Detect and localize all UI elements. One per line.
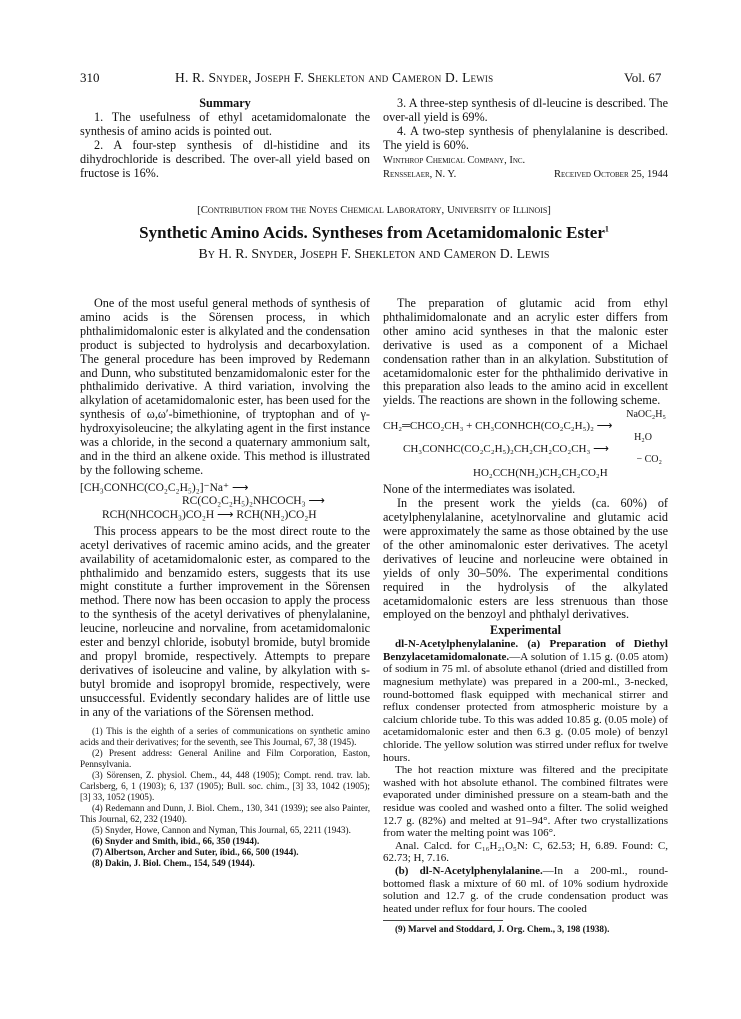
affiliation-location: Rensselaer, N. Y.	[383, 168, 457, 180]
equation-line-1	[383, 419, 612, 433]
received-date: Received October 25, 1944	[553, 168, 668, 180]
arrow-icon: ⟶	[593, 443, 609, 456]
summary-left	[80, 97, 370, 180]
summary-item-1: 1. The usefulness of ethyl acetamidomalonate the synthesis of amino acids is pointed out.	[80, 109, 370, 138]
footnote-9	[383, 924, 668, 935]
footnote-8: (8) Dakin, J. Biol. Chem., 154, 549 (1944).	[92, 858, 255, 869]
footnote-3: (3) Sörensen, Z. physiol. Chem., 44, 448 (1905); Compt. rend. trav. lab. Carlsberg, 6, 1 (1903); 6, 137 (1905); Bull. soc. chim., [3] 33, 1042 (1905); [3] 33, 1052 (1905).	[80, 770, 370, 803]
footnote-5: (5) Snyder, Howe, Cannon and Nyman, This Journal, 65, 2211 (1943).	[92, 825, 351, 836]
experimental-3-title: (b) dl-N-Acetylphenylalanine.	[395, 864, 543, 877]
right-paragraph-3: In the present work the yields (ca. 60%) of acetylphenylalanine, acetylnorvaline and glutamic acid were approximately the same as those obtained by the use of the other aminomalonic ester derivatives. The acetyl derivatives of leucine and norleucine were obtained in yields of only 30–50%. The experimental conditions required in the hydrolysis of the alkylated acetamidomalonic esters are less strenuous than those employed on the benzoyl and phthalyl derivatives.	[383, 496, 668, 622]
alkylation-scheme	[80, 481, 370, 525]
reagent-2: H₂O	[634, 432, 652, 444]
affiliation: Winthrop Chemical Company, Inc.	[383, 154, 526, 166]
arrow-icon: ⟶	[596, 420, 613, 433]
footnote-1: (1) This is the eighth of a series of communications on synthetic amino acids and their derivatives; for the seventh, see This Journal, 67, 38 (1945).	[80, 726, 370, 748]
experimental-text	[383, 638, 668, 915]
summary-heading: Summary	[199, 96, 251, 110]
footnote-rule	[383, 920, 503, 921]
footnote-2: (2) Present address: General Aniline and Film Corporation, Easton, Pennsylvania.	[80, 748, 370, 770]
scheme-line-3: RCH(NHCOCH₃)CO₂H ⟶ RCH(NH₂)CO₂H	[102, 508, 317, 521]
left-column	[80, 297, 370, 869]
summary-item-3: 3. A three-step synthesis of dl-leucine is described. The over-all yield is 69%.	[383, 96, 668, 124]
experimental-paragraph-3	[383, 865, 668, 915]
equation-line-2	[403, 442, 609, 456]
experimental-paragraph-2: The hot reaction mixture was filtered and the precipitate washed with hot absolute ethanol. The combined filtrates were evaporated under diminished pressure on a steam-bath and the residue was cooled and washed onto a filter. The solid weighed 12.7 g. (82%) and melted at 91–94°. After two crystallizations from water the melting point was 106°.	[383, 764, 668, 840]
summary-right	[383, 97, 668, 181]
summary-item-4: 4. A two-step synthesis of phenylalanine is described. The yield is 60%.	[383, 123, 668, 152]
contribution-line: [Contribution from the Noyes Chemical Laboratory, University of Illinois]	[197, 204, 551, 216]
summary-item-2: 2. A four-step synthesis of dl-histidine and its dihydrochloride is described. The over-all yield based on fructose is 16%.	[80, 137, 370, 180]
equation-line-1-text: CH₂═CHCO₂CH₃ + CH₃CONHCH(CO₂C₂H₅)₂	[383, 420, 594, 433]
page-number: 310	[80, 70, 100, 85]
footnotes-left	[80, 726, 370, 869]
left-paragraph-2: This process appears to be the most direct route to the acetyl derivatives of racemic amino acids, and the greater availability of acetamidomalonic ester, as compared to the phthalimido and benzamido esters, suggests that its use might constitute a further improvement in the Sörensen method. There now has been occasion to apply the process to the synthesis of the acetyl derivatives of phenylalanine, leucine, norleucine and norvaline, from acetamidomalonic ester and benzyl chloride, isobutyl bromide, butyl bromide and propyl bromide, respectively. Attempts to prepare derivatives of isoleucine and valine, by alkylation with s-butyl bromide and isopropyl bromide, respectively, were unsuccessful. Evidently secondary halides are of little use in any of the variations of the Sörensen method.	[80, 523, 370, 719]
volume-label: Vol. 67	[624, 70, 662, 85]
byline: By H. R. Snyder, Joseph F. Shekleton and Cameron D. Lewis	[198, 246, 550, 261]
experimental-paragraph-1	[383, 638, 668, 764]
reagent-1: NaOC₂H₅	[626, 409, 666, 421]
footnote-7: (7) Albertson, Archer and Suter, ibid., 66, 500 (1944).	[92, 847, 299, 858]
right-paragraph-2: None of the intermediates was isolated.	[383, 482, 576, 497]
scheme-line-2: RC(CO₂C₂H₅)₂NHCOCH₃ ⟶	[182, 494, 325, 507]
right-paragraph-1: The preparation of glutamic acid from ethyl phthalimidomalonate and an acrylic ester differs from other amino acid syntheses in that the malonic ester derivative is used as a component of a Michael condensation rather than in an alkylation. Substitution of acetamidomalonic ester for the phthalimido derivative in this preparation also leads to the amino acid in excellent yields. The reactions are shown in the following scheme.	[383, 296, 668, 408]
left-paragraph-1: One of the most useful general methods of synthesis of amino acids is the Sörensen process, in which phthalimidomalonic ester is alkylated and the condensation product is subjected to hydrolysis and decarboxylation. The general procedure has been improved by Redemann and Dunn, who substituted benzamidomalonic ester for the phthalimido derivative. A third variation, involving the alkylation of acetamidomalonic ester, has been used for the synthesis of ω,ω′-bimethionine, of tryptophan and of γ-hydroxyisoleucine; the alkylating agent in the first instance was a chloride, in the second a quaternary ammonium salt, and in the third an alkene oxide. This method is illustrated by the following scheme.	[80, 296, 370, 477]
equation-line-3: HO₂CCH(NH₂)CH₂CH₂CO₂H	[473, 467, 608, 480]
article-title-text: Synthetic Amino Acids. Syntheses from Acetamidomalonic Ester	[139, 223, 605, 242]
equation-line-2-text: CH₃CONHC(CO₂C₂H₅)₂CH₂CH₂CO₂CH₃	[403, 443, 591, 456]
glutamic-scheme	[383, 411, 668, 483]
footnote-6: (6) Snyder and Smith, ibid., 66, 350 (1944).	[92, 836, 260, 847]
right-column	[383, 297, 668, 935]
running-head-authors: H. R. Snyder, Joseph F. Shekleton and Cameron D. Lewis	[175, 70, 494, 85]
scheme-line-1: [CH₃CONHC(CO₂C₂H₅)₂]⁻Na⁺ ⟶	[80, 481, 249, 494]
experimental-1-body: —A solution of 1.15 g. (0.05 atom) of sodium in 75 ml. of absolute ethanol (dried and distilled from magnesium methylate) was prepared in a 200-ml., 3-necked, round-bottomed flask equipped with mechanical stirrer and reflux condenser protected from atmospheric moisture by a calcium chloride tube. To this was added 10.85 g. (0.05 mole) of acetamidomalonic ester and then 6.3 g. (0.05 mole) of benzyl chloride. The yellow solution was stirred under reflux for twelve hours.	[383, 650, 668, 764]
footnote-9-text: (9) Marvel and Stoddard, J. Org. Chem., 3, 198 (1938).	[395, 924, 610, 935]
article-title: Synthetic Amino Acids. Syntheses from Acetamidomalonic Ester$^1$	[139, 223, 609, 242]
experimental-1-title: dl-N-Acetylphenylalanine. (a) Preparation of Diethyl Benzylacetamidomalonate.	[383, 638, 668, 663]
footnote-4: (4) Redemann and Dunn, J. Biol. Chem., 130, 341 (1939); see also Painter, This Journal, 62, 232 (1940).	[80, 803, 370, 825]
experimental-3-body: —In a 200-ml., round-bottomed flask a mixture of 60 ml. of 10% sodium hydroxide solution and 12.7 g. of the crude condensation product was heated under reflux for four hours. The cooled	[383, 864, 668, 915]
analysis-line: Anal. Calcd. for C₁₆H₂₁O₅N: C, 62.53; H, 6.89. Found: C, 62.73; H, 7.16.	[383, 839, 668, 865]
experimental-heading: Experimental	[489, 623, 562, 638]
reagent-3: − CO₂	[636, 454, 662, 466]
